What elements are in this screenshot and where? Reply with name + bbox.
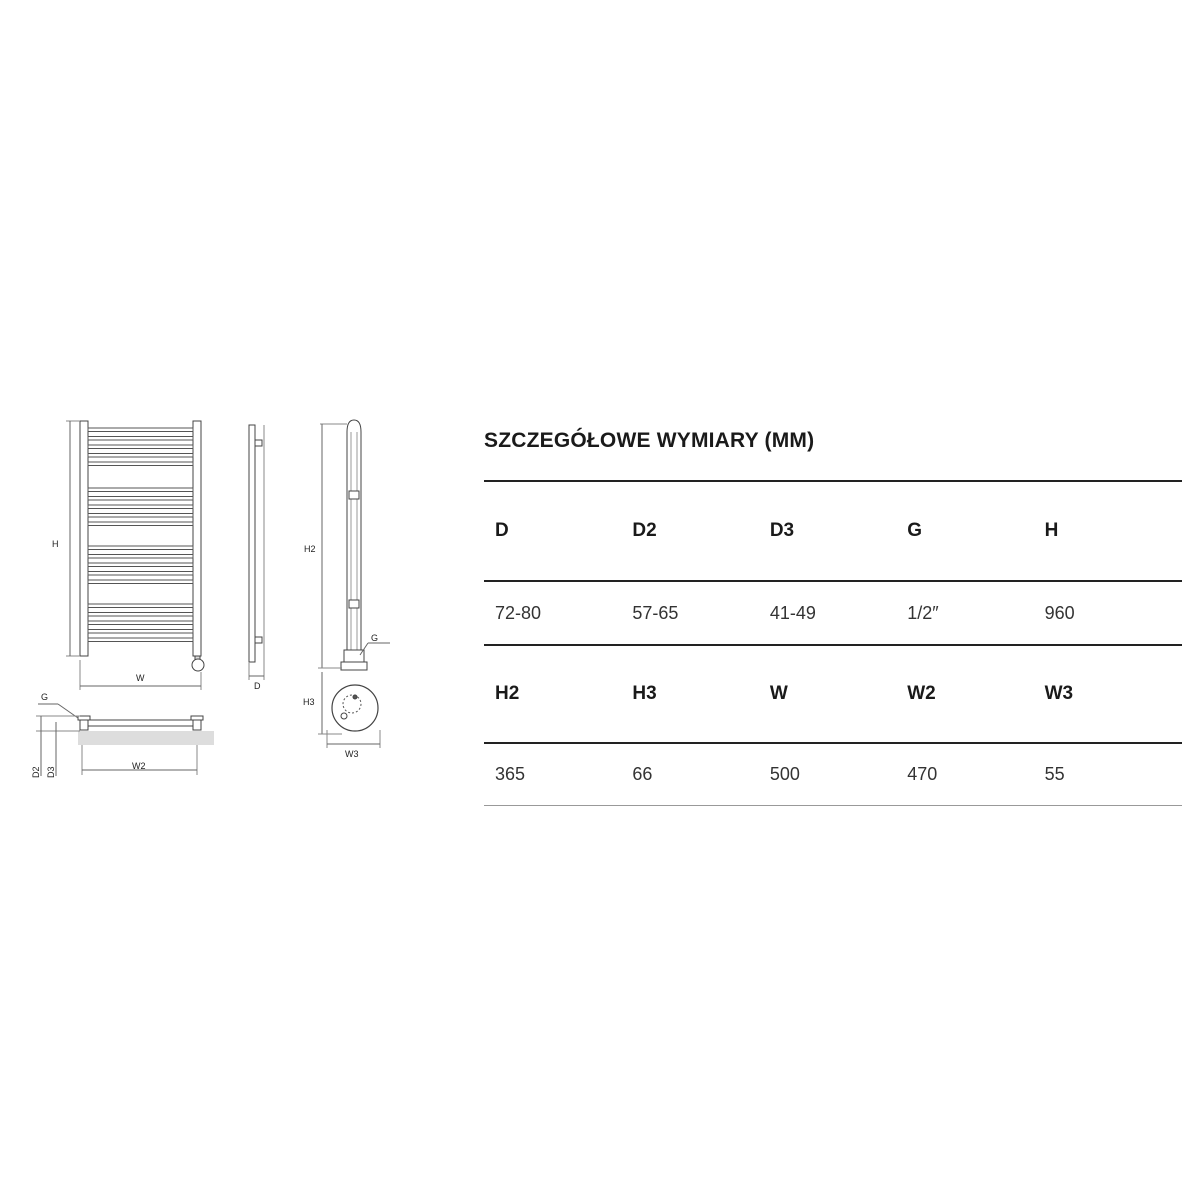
- rung: [88, 522, 193, 526]
- rung: [88, 604, 193, 608]
- side-view-drawing: [249, 425, 264, 680]
- header-cell: W: [769, 683, 788, 704]
- value-cell: 500: [769, 764, 800, 784]
- rung: [88, 462, 193, 466]
- rung: [88, 454, 193, 458]
- rung: [88, 613, 193, 617]
- label-h2: H2: [304, 544, 316, 554]
- rung: [88, 638, 193, 642]
- rung: [88, 546, 193, 550]
- rung: [88, 514, 193, 518]
- technical-drawings: [0, 0, 470, 800]
- value-cell: 57-65: [632, 602, 679, 623]
- top-view-drawing: [36, 704, 214, 776]
- rung: [88, 630, 193, 634]
- dimensions-table: [484, 420, 1182, 806]
- value-cell: 960: [1044, 602, 1075, 623]
- table-title: SZCZEGÓŁOWE WYMIARY (MM): [484, 429, 815, 452]
- value-cell: 55: [1044, 764, 1065, 784]
- value-cell: 72-80: [495, 602, 542, 623]
- label-h: H: [52, 539, 59, 549]
- rung: [88, 621, 193, 625]
- value-row-2: [484, 742, 1182, 806]
- header-cell: G: [907, 520, 922, 541]
- rung: [88, 437, 193, 441]
- header-row-2: [484, 644, 1182, 742]
- value-cell: 41-49: [769, 602, 816, 623]
- label-g-heater: G: [371, 633, 379, 643]
- label-h3: H3: [303, 697, 315, 707]
- rung: [88, 555, 193, 559]
- header-cell: H: [1044, 520, 1059, 541]
- rung: [88, 428, 193, 432]
- value-cell: 365: [495, 764, 526, 784]
- label-w: W: [136, 673, 145, 683]
- header-cell: W3: [1044, 683, 1074, 704]
- label-d3: D3: [46, 766, 56, 778]
- label-w3: W3: [345, 749, 359, 759]
- header-cell: D2: [632, 520, 657, 541]
- label-w2: W2: [132, 761, 146, 771]
- header-row-1: [484, 480, 1182, 580]
- rung: [88, 505, 193, 509]
- header-cell: D3: [769, 520, 795, 541]
- rung: [88, 497, 193, 501]
- header-cell: W2: [907, 683, 936, 704]
- rung: [88, 572, 193, 576]
- rung: [88, 580, 193, 584]
- rung: [88, 563, 193, 567]
- header-cell: H3: [632, 683, 657, 704]
- value-cell: 470: [907, 764, 938, 784]
- value-cell: 66: [632, 764, 653, 784]
- value-cell: 1/2″: [907, 602, 939, 623]
- label-d2: D2: [31, 766, 41, 778]
- header-cell: D: [495, 520, 509, 541]
- front-view-drawing: [66, 421, 204, 690]
- rung: [88, 488, 193, 492]
- header-cell: H2: [495, 683, 520, 704]
- rung: [88, 445, 193, 449]
- value-row-1: [484, 580, 1182, 644]
- label-d: D: [254, 681, 261, 691]
- label-g-top: G: [41, 692, 49, 702]
- heater-view-drawing: [318, 420, 390, 748]
